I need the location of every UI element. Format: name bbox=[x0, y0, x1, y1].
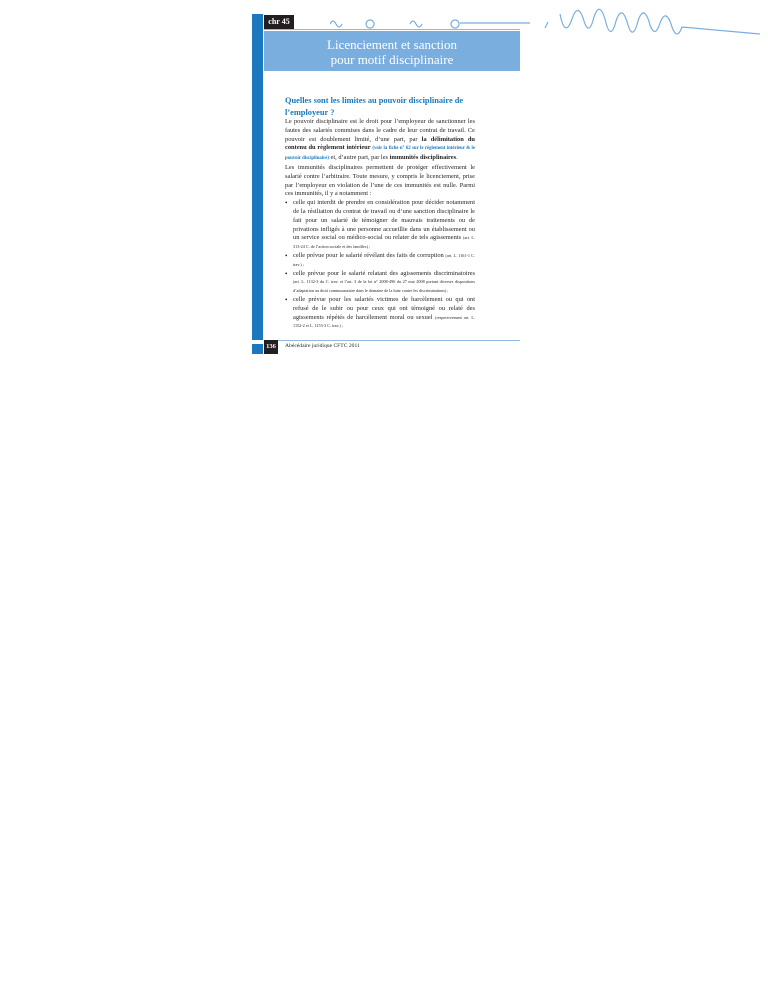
list-item bbox=[285, 296, 475, 331]
paragraph-1 bbox=[285, 118, 475, 164]
article-body bbox=[285, 118, 475, 331]
page-number: 136 bbox=[264, 340, 278, 354]
paragraph-2: Les immunités disciplinaires permettent de protéger effectivement le salarié contre l’arbitraire. Toute mesure, y compris le licenciement, prise par l’employeur en violation de l’une de ces immunités est nulle. Parmi ces immunités, il y a notamment : bbox=[285, 163, 475, 198]
page-title-box bbox=[264, 31, 520, 71]
footer-rule bbox=[264, 340, 520, 341]
p1-text-b: et, d’autre part, par les bbox=[328, 154, 390, 162]
chapter-tab: chr 45 bbox=[264, 15, 294, 29]
list-item bbox=[285, 252, 475, 270]
page-title-line2: pour motif disciplinaire bbox=[330, 52, 454, 67]
bullet4-text: celle prévue pour les salariés victimes de harcèlement ou qui ont refusé de le subir ou pour ceux qui ont témoigné ou relaté des agissements répétés de harcèlement moral ou sexuel bbox=[293, 295, 475, 321]
question-line1: Quelles sont les limites au pouvoir disciplinaire de bbox=[285, 96, 464, 105]
list-item bbox=[285, 270, 475, 296]
bullet3-reference: (art. L. 1132-3 du C. trav. et l’art. 3 de la loi n° 2008-496 du 27 mai 2008 portant diverses dispositions d’adaptation au droit communautaire dans le domaine de la lutte contre les discriminations) ; bbox=[293, 279, 475, 294]
p1-bold-a: la délimitation du contenu du règlement intérieur bbox=[285, 135, 475, 152]
page-title-line1: Licenciement et sanction bbox=[327, 37, 457, 52]
bullet1-reference: (art. L. 313-24 C. de l’action sociale et des familles) ; bbox=[293, 235, 475, 250]
p1-text-a: Le pouvoir disciplinaire est le droit pour l’employeur de sanctionner les fautes des salariés commises dans le cadre de leur contrat de travail. Ce pouvoir est doublement limité, d’une part, par bbox=[285, 118, 475, 143]
bullet4-reference: (respectivement art. L. 1152-2 et L. 1153-3 C. trav.) ; bbox=[293, 314, 475, 329]
p1-reference: (voir la fiche n° 62 sur le règlement intérieur & le pouvoir disciplinaire) bbox=[285, 146, 475, 162]
left-accent-bar-bottom bbox=[252, 344, 263, 354]
bullet1-text: celle qui interdit de prendre en considération pour décider notamment de la résiliation du contrat de travail ou d’une sanction disciplinaire le fait pour un salarié de témoigner de mauvais traitements ou de privations infligés à une personne accueillie dans un établissement ou un service social ou médico-social ou relater de tels agissements bbox=[293, 199, 475, 242]
bullet3-text: celle prévue pour le salarié relatant des agissements discriminatoires bbox=[293, 269, 475, 277]
immunities-list bbox=[285, 199, 475, 331]
question-line2: l’employeur ? bbox=[285, 108, 335, 117]
vertical-side-title: Licenciement et sanction pour motif disciplinaire bbox=[251, 184, 260, 330]
section-question bbox=[285, 95, 485, 119]
p1-text-c: . bbox=[456, 154, 458, 162]
p1-bold-b: immunités disciplinaires bbox=[389, 154, 457, 162]
list-item bbox=[285, 199, 475, 252]
footer-text: Abécédaire juridique CFTC 2011 bbox=[285, 343, 360, 349]
bullet2-reference: (art. L. 1161-1 C. trav.) ; bbox=[293, 252, 475, 267]
bullet2-text: celle prévue pour le salarié révélant des faits de corruption bbox=[293, 251, 444, 259]
